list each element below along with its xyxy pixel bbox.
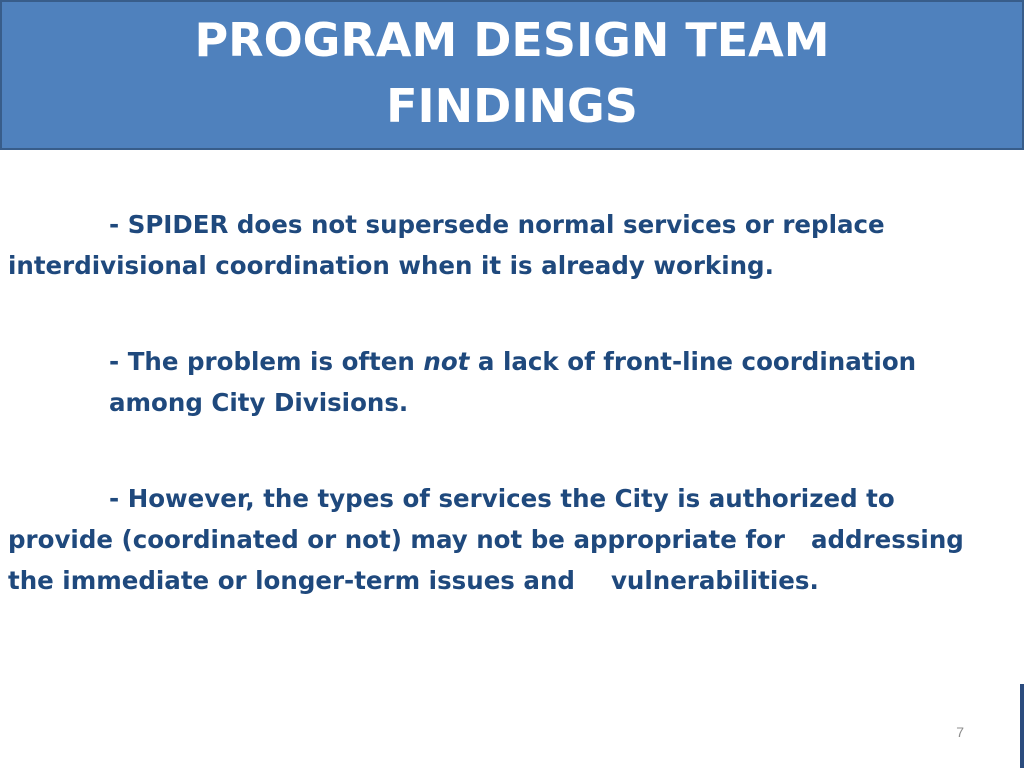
page-number: 7 [956, 724, 964, 740]
finding-3-line-2 [8, 519, 1008, 560]
finding-3-line-1: - However, the types of services the City is authorized to [109, 484, 895, 513]
title-bar [0, 0, 1024, 150]
slide-title-line-2: FINDINGS [386, 79, 638, 133]
finding-3-line-3 [8, 560, 1008, 601]
finding-2-emphasis: not [423, 347, 470, 376]
finding-3-line-3-start: the immediate or longer-term issues and [8, 566, 575, 595]
slide-title [132, 7, 892, 139]
finding-2-line-2: among City Divisions. [109, 388, 409, 417]
finding-paragraph-3 [8, 478, 1008, 601]
finding-1-line-2: interdivisional coordination when it is already working. [8, 251, 774, 280]
finding-3-line-2-end: addressing [810, 525, 964, 554]
finding-2-line-1 [8, 341, 1008, 382]
finding-3-line-2-start: provide (coordinated or not) may not be appropriate for [8, 525, 785, 554]
edge-bar [1020, 684, 1024, 768]
finding-1-line-1: - SPIDER does not supersede normal services or replace [109, 210, 885, 239]
finding-2-line-1-start: - The problem is often [109, 347, 424, 376]
slide-title-line-1: PROGRAM DESIGN TEAM [194, 13, 830, 67]
finding-2-line-1-end: a lack of front-line coordination [469, 347, 917, 376]
finding-paragraph-1 [8, 204, 1008, 286]
finding-paragraph-2 [8, 341, 1008, 423]
finding-3-line-3-end: vulnerabilities. [610, 566, 819, 595]
